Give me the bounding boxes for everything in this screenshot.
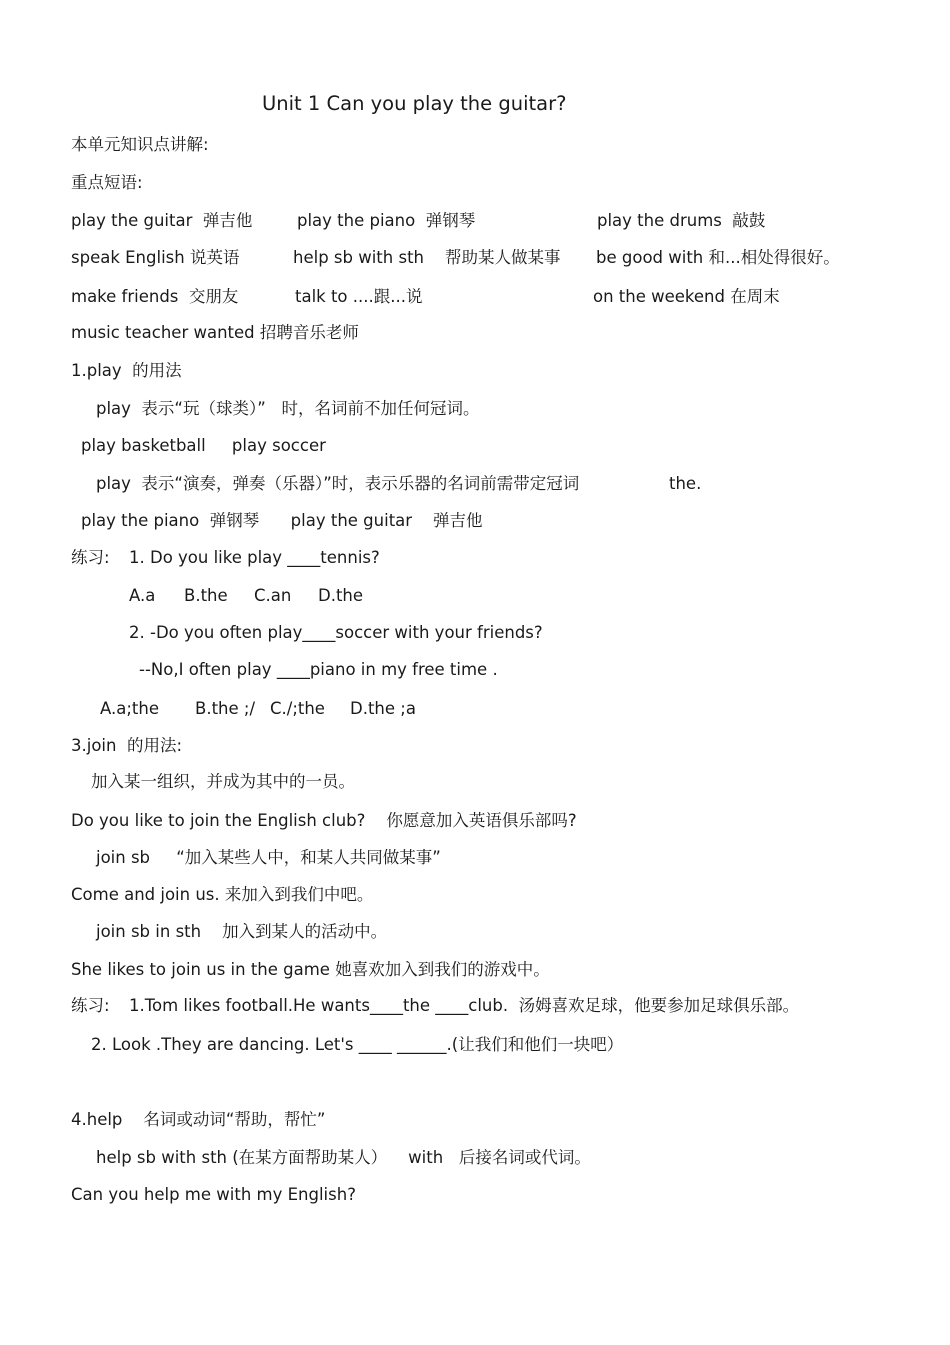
option-b: B.the [184,586,228,605]
question-2b: --No,I often play ____piano in my free time . [139,660,498,679]
option-d: D.the [318,586,364,605]
phrase-item: speak English 说英语 [71,248,240,267]
page-title: Unit 1 Can you play the guitar? [262,92,567,115]
option-c: C./;the [270,699,325,718]
play-example-instrument: play the piano 弹钢琴 play the guitar 弹吉他 [81,511,483,530]
phrase-item: play the guitar 弹吉他 [71,211,253,230]
phrase-item: talk to ....跟...说 [295,287,423,306]
option-d: D.the ;a [350,699,416,718]
option-a: A.a;the [100,699,159,718]
join-meaning-3: join sb in sth 加入到某人的活动中。 [96,922,388,941]
section-heading-join: 3.join 的用法: [71,736,183,755]
join-practice-2: 2. Look .They are dancing. Let's ____ ______.(让我们和他们一块吧） [91,1035,624,1054]
phrase-item: play the drums 敲鼓 [597,211,766,230]
join-example-3: She likes to join us in the game 她喜欢加入到我们的游戏中。 [71,960,550,979]
help-meaning: help sb with sth (在某方面帮助某人） with 后接名词或代词。 [96,1148,591,1167]
option-c: C.an [254,586,292,605]
play-rule-instrument-end: the. [669,474,702,493]
phrases-heading: 重点短语: [71,173,143,192]
intro-text: 本单元知识点讲解: [71,135,209,154]
play-rule-ball: play 表示“玩（球类）” 时，名词前不加任何冠词。 [96,399,480,418]
join-practice-1: 1.Tom likes football.He wants____the ____club. 汤姆喜欢足球，他要参加足球俱乐部。 [129,996,800,1015]
join-meaning-1: 加入某一组织，并成为其中的一员。 [91,772,355,791]
section-heading-play: 1.play 的用法 [71,361,182,380]
join-example-2: Come and join us. 来加入到我们中吧。 [71,885,374,904]
phrase-item: on the weekend 在周末 [593,287,780,306]
join-example-1: Do you like to join the English club? 你愿意加入英语俱乐部吗? [71,811,577,830]
practice-label: 练习: [71,548,110,567]
phrase-item: be good with 和...相处得很好。 [596,248,840,267]
option-b: B.the ;/ [195,699,256,718]
phrase-item: help sb with sth 帮助某人做某事 [293,248,561,267]
phrase-item: music teacher wanted 招聘音乐老师 [71,323,359,342]
practice-label: 练习: [71,996,110,1015]
help-example: Can you help me with my English? [71,1185,356,1204]
play-example-ball: play basketball play soccer [81,436,326,455]
option-a: A.a [129,586,156,605]
play-rule-instrument: play 表示“演奏，弹奏（乐器）”时，表示乐器的名词前需带定冠词 [96,474,580,493]
question-2a: 2. -Do you often play____soccer with your friends? [129,623,543,642]
phrase-item: play the piano 弹钢琴 [297,211,476,230]
phrase-item: make friends 交朋友 [71,287,239,306]
question-1: 1. Do you like play ____tennis? [129,548,380,567]
join-meaning-2: join sb “加入某些人中，和某人共同做某事” [96,848,441,867]
section-heading-help: 4.help 名词或动词“帮助，帮忙” [71,1110,326,1129]
